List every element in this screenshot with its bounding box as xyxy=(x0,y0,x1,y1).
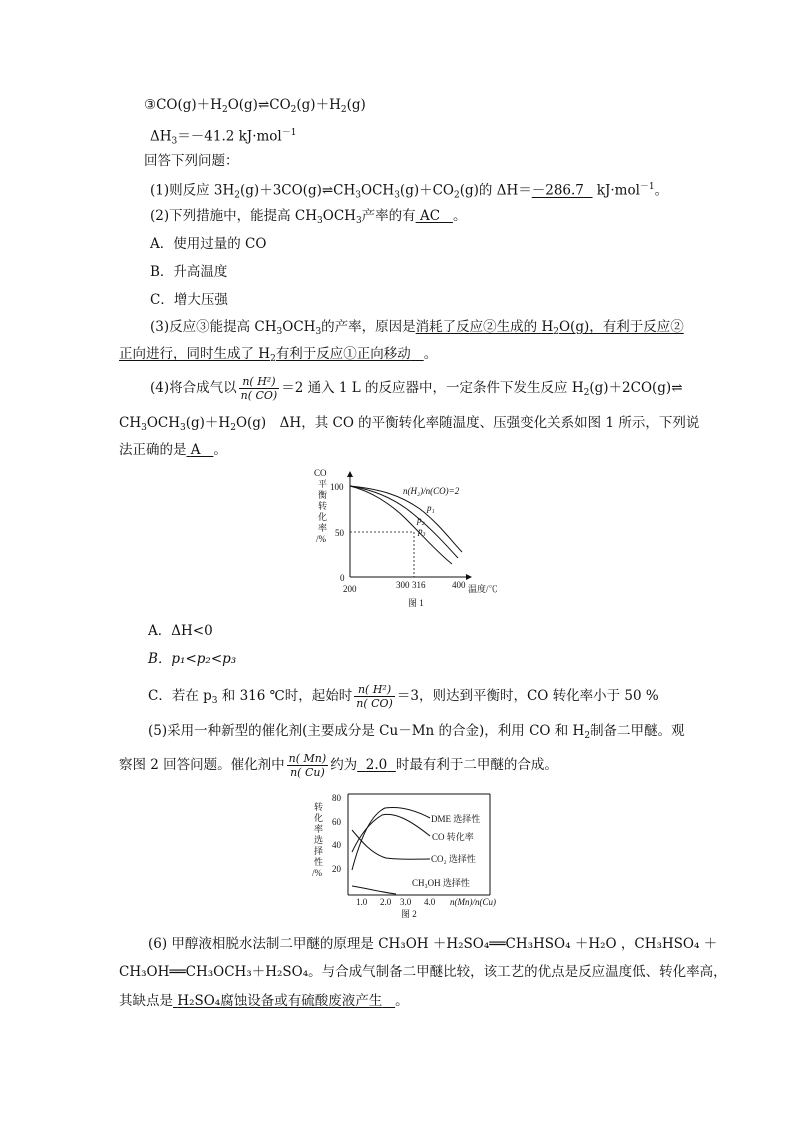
question-6-line2: CH₃OH══CH₃OCH₃＋H₂SO₄。与合成气制备二甲醚比较，该工艺的优点是反应温度低、转化率高， xyxy=(119,964,727,980)
fig2-ylabel-0: 转 xyxy=(314,802,324,812)
fig2-xtick-2: 2.0 xyxy=(380,897,392,907)
fig2-ytick-20: 20 xyxy=(332,864,341,874)
fig2-ylabel-1: 化 xyxy=(314,813,324,823)
fig2-ylabel-4: 择 xyxy=(314,846,324,856)
q2-option-b: B．升高温度 xyxy=(150,264,228,280)
question-4-line1: (4)将合成气以 $\frac{\text{n( H²)}}{n( CO)}$ ＝2 通入 1 L 的反应器中，一定条件下发生反应 $H_2(g)+2CO(g)\rightleftharpoons$ xyxy=(150,375,683,402)
fig1-arrow-x xyxy=(466,574,472,580)
fig1-ylabel-3: 转 xyxy=(318,501,328,511)
fig2-curve-ch3oh xyxy=(352,886,396,894)
question-3-line1: (3)反应③能提高 $CH_3OCH_3$的产率，原因是消耗了反应②生成的 $H_2O(g)$，有利于反应② xyxy=(150,319,684,337)
fig1-xtick-200: 200 xyxy=(343,584,357,594)
q4-option-c: C．若在 $p_3$ 和 316 ℃时，起始时 $\frac{\text{n( H²)}}{n( CO)}$ ＝3，则达到平衡时，CO 转化率小于 50 % xyxy=(148,683,659,710)
question-4-line2: $CH_3OCH_3(g)+H_2O(g)$ ΔH，其 CO 的平衡转化率随温度、压强变化关系如图 1 所示，下列说 xyxy=(119,415,700,433)
fig1-label-p2: p₂ xyxy=(417,515,425,525)
fig2-ylabel-6: /% xyxy=(312,868,322,878)
fig1-label-p3: p₃ xyxy=(418,526,426,536)
fig1-xlabel: 温度/℃ xyxy=(468,584,498,594)
question-1: (1)则反应 $3H_2(g)+3CO(g)\rightleftharpoons CH_3OCH_3(g)+CO_2(g)$的 ΔH＝－286.7 kJ·mol$^{-1}$。 xyxy=(150,182,669,201)
fig2-label-dme: DME 选择性 xyxy=(431,814,481,824)
option-c-fraction: $\frac{\text{n( H²)}}{n( CO)}$ xyxy=(356,683,393,710)
question-5-line2: 察图 2 回答问题。催化剂中 $\frac{n( Mn)}{n( Cu)}$ 约为 2.0 时最有利于二甲醚的合成。 xyxy=(119,752,558,779)
fig1-arrow-y xyxy=(347,471,353,477)
ratio-fraction: $\frac{\text{n( H²)}}{n( CO)}$ xyxy=(240,375,278,402)
fig2-curve-dme xyxy=(352,807,430,870)
fig1-caption: 图 1 xyxy=(408,598,424,608)
fig1-ytick-0: 0 xyxy=(340,573,345,583)
mn-cu-fraction: $\frac{n( Mn)}{n( Cu)}$ xyxy=(288,752,327,779)
equation-3: $③CO(g)+H_2O(g)\rightleftharpoons CO_2(g)+H_2(g)$ xyxy=(144,97,366,115)
q2-option-c: C．增大压强 xyxy=(150,292,228,308)
fig2-ytick-40: 40 xyxy=(332,840,341,850)
fig1-ylabel-6: /% xyxy=(316,534,326,544)
answer-2: AC xyxy=(419,208,441,224)
fig2-ylabel-2: 率 xyxy=(314,824,324,834)
fig2-curve-co xyxy=(352,814,430,852)
fig2-ytick-80: 80 xyxy=(332,793,341,803)
intro-text: 回答下列问题： xyxy=(144,153,239,169)
answer-5: 2.0 xyxy=(365,757,388,773)
fig2-label-co2: CO₂ 选择性 xyxy=(431,854,476,864)
fig1-ytick-100: 100 xyxy=(330,482,344,492)
fig1-ytick-50: 50 xyxy=(335,528,344,538)
fig1-xtick-300: 300 xyxy=(396,580,410,590)
question-3-line2: 正向进行，同时生成了 $H_2$有利于反应①正向移动 。 xyxy=(119,346,438,364)
answer-4: A xyxy=(190,442,201,458)
fig2-xtick-3: 3.0 xyxy=(400,897,412,907)
answer-6: H₂SO₄腐蚀设备或有硫酸废液产生 xyxy=(177,993,383,1009)
q2-option-a: A．使用过量的 CO xyxy=(150,236,267,252)
q4-option-a: A．ΔH<0 xyxy=(148,623,213,639)
fig1-ylabel-4: 化 xyxy=(318,512,328,522)
question-5-line1: (5)采用一种新型的催化剂(主要成分是 Cu－Mn 的合金)，利用 CO 和 $H_2$制备二甲醚。观 xyxy=(148,723,685,741)
figure-1-chart xyxy=(310,463,500,613)
question-6-line1: (6) 甲醇液相脱水法制二甲醚的原理是 CH₃OH ＋H₂SO₄══CH₃HSO₄ ＋H₂O ，CH₃HSO₄ ＋ xyxy=(148,936,718,952)
fig2-caption: 图 2 xyxy=(401,909,417,919)
fig2-ytick-60: 60 xyxy=(332,817,341,827)
fig1-ylabel-5: 率 xyxy=(318,523,328,533)
figure-2-chart xyxy=(300,790,515,920)
fig1-xtick-316: 316 xyxy=(412,580,426,590)
fig2-xtick-4: 4.0 xyxy=(424,897,436,907)
fig1-curve-p2 xyxy=(350,486,458,558)
fig2-xlabel: n(Mn)/n(Cu) xyxy=(450,897,496,907)
fig2-xtick-1: 1.0 xyxy=(356,897,368,907)
question-2: (2)下列措施中，能提高 $CH_3OCH_3$产率的有 AC 。 xyxy=(150,208,467,226)
fig1-ylabel-2: 衡 xyxy=(318,490,328,500)
fig2-label-ch3oh: CH₃OH 选择性 xyxy=(412,878,470,888)
fig1-ylabel-1: 平 xyxy=(318,479,328,489)
q4-option-b: B．p₁<p₂<p₃ xyxy=(148,651,237,667)
fig2-label-co: CO 转化率 xyxy=(432,832,474,842)
fig1-label-p1: p₁ xyxy=(427,503,435,513)
enthalpy-3: $\Delta H_3=-41.2$ kJ·mol$^{-1}$ xyxy=(150,128,297,147)
question-4-line3: 法正确的是 A 。 xyxy=(119,442,227,458)
answer-1: －286.7 xyxy=(531,182,584,199)
fig2-ylabel-3: 选 xyxy=(314,835,324,845)
question-6-line3: 其缺点是 H₂SO₄腐蚀设备或有硫酸废液产生 。 xyxy=(119,993,409,1009)
fig1-ylabel-0: CO xyxy=(314,468,327,478)
fig1-legend: n(H₂)/n(CO)=2 xyxy=(403,486,460,496)
fig1-xtick-400: 400 xyxy=(452,580,466,590)
fig2-ylabel-5: 性 xyxy=(314,857,324,867)
